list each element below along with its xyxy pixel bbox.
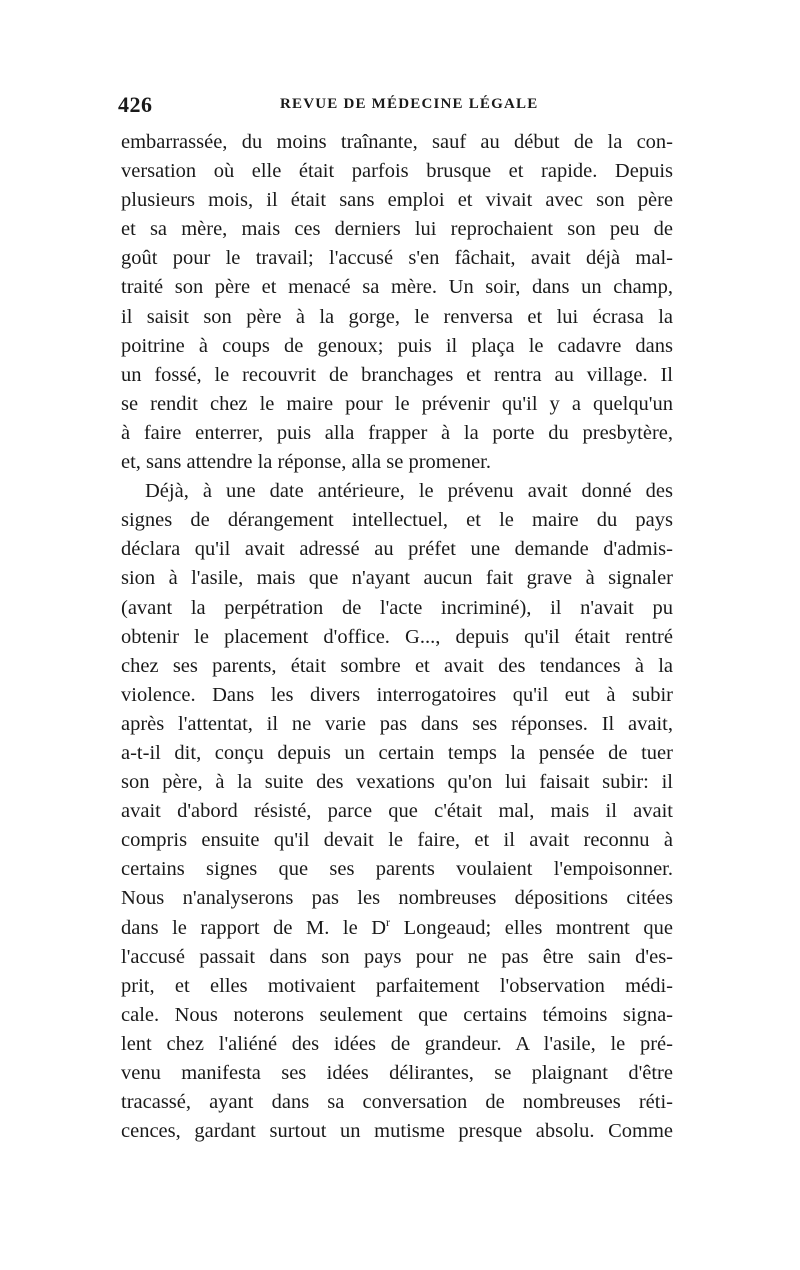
journal-title: REVUE DE MÉDECINE LÉGALE [280, 96, 539, 112]
text-fragment: dans le rapport de M. le D [121, 916, 387, 939]
text-line: (avant la perpétration de l'acte incriminé), il n'avait pu [121, 596, 673, 619]
running-head [118, 92, 678, 122]
text-line: l'accusé passait dans son pays pour ne pas être sain d'es- [121, 945, 673, 968]
text-line-with-superscript [121, 914, 673, 943]
paragraph [121, 128, 673, 477]
text-line: poitrine à coups de genoux; puis il plaça le cadavre dans [121, 334, 673, 357]
text-line: certains signes que ses parents voulaient l'empoisonner. [121, 858, 673, 881]
text-line: cale. Nous noterons seulement que certains témoins signa- [121, 1003, 673, 1026]
text-line: versation où elle était parfois brusque et rapide. Depuis [121, 160, 673, 183]
text-line: embarrassée, du moins traînante, sauf au début de la con- [121, 131, 673, 153]
text-line: compris ensuite qu'il devait le faire, et il avait reconnu à [121, 829, 673, 852]
text-line: cences, gardant surtout un mutisme presque absolu. Comme [121, 1120, 673, 1143]
text-line: tracassé, ayant dans sa conversation de nombreuses réti- [121, 1091, 673, 1114]
text-line: son père, à la suite des vexations qu'on lui faisait subir: il [121, 771, 673, 794]
text-line: plusieurs mois, il était sans emploi et vivait avec son père [121, 189, 673, 212]
text-line: venu manifesta ses idées délirantes, se plaignant d'être [121, 1062, 673, 1084]
text-line: et sa mère, mais ces derniers lui reprochaient son peu de [121, 218, 673, 241]
text-line: chez ses parents, était sombre et avait des tendances à la [121, 654, 673, 677]
superscript: r [386, 914, 391, 929]
text-line: a-t-il dit, conçu depuis un certain temps la pensée de tuer [121, 741, 673, 764]
text-line: traité son père et menacé sa mère. Un soir, dans un champ, [121, 276, 673, 299]
body-text [121, 128, 673, 1146]
page-number: 426 [118, 92, 153, 117]
text-line: obtenir le placement d'office. G..., depuis qu'il était rentré [121, 625, 673, 648]
text-line: il saisit son père à la gorge, le renversa et lui écrasa la [121, 305, 673, 328]
paragraph [121, 477, 673, 1146]
text-line: violence. Dans les divers interrogatoires qu'il eut à subir [121, 683, 673, 706]
text-line: se rendit chez le maire pour le prévenir qu'il y a quelqu'un [121, 392, 673, 415]
text-line: Nous n'analyserons pas les nombreuses dépositions citées [121, 887, 673, 910]
text-line: avait d'abord résisté, parce que c'était mal, mais il avait [121, 800, 673, 823]
text-line: après l'attentat, il ne varie pas dans ses réponses. Il avait, [121, 712, 673, 735]
text-line: goût pour le travail; l'accusé s'en fâchait, avait déjà mal- [121, 247, 673, 270]
text-line: prit, et elles motivaient parfaitement l'observation médi- [121, 974, 673, 997]
text-line: signes de dérangement intellectuel, et le maire du pays [121, 509, 673, 532]
text-line: un fossé, le recouvrit de branchages et rentra au village. Il [121, 363, 673, 386]
text-line: lent chez l'aliéné des idées de grandeur. A l'asile, le pré- [121, 1032, 673, 1055]
text-line: et, sans attendre la réponse, alla se promener. [121, 451, 491, 474]
text-line: déclara qu'il avait adressé au préfet une demande d'admis- [121, 538, 673, 561]
text-line: sion à l'asile, mais que n'ayant aucun fait grave à signaler [121, 567, 673, 590]
text-line: à faire enterrer, puis alla frapper à la porte du presbytère, [121, 421, 673, 444]
text-line: Déjà, à une date antérieure, le prévenu avait donné des [145, 480, 673, 503]
text-fragment: Longeaud; elles montrent que [390, 916, 674, 939]
